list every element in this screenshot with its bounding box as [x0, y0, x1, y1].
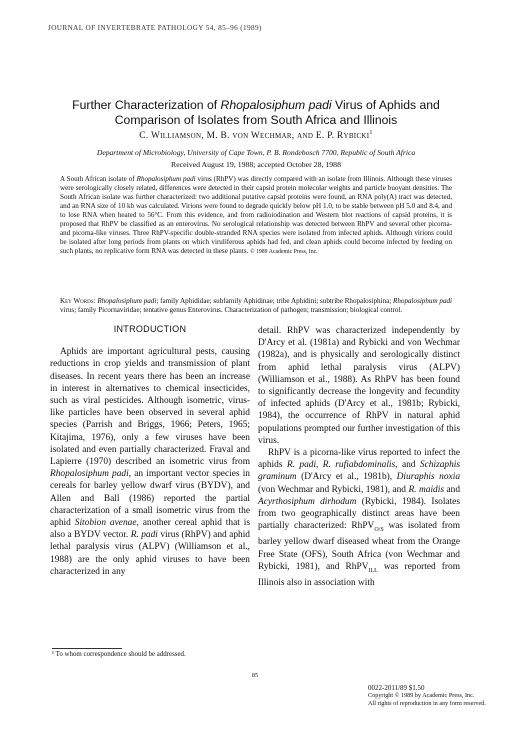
right-species-5: Acyrthosiphum dirhodum [258, 496, 357, 507]
intro-species-2: Sitobion avenae, [74, 518, 139, 529]
keywords-label: Key Words: [60, 297, 96, 305]
page-number: 85 [251, 672, 259, 679]
right-species-1: R. padi, R. rufiabdominalis, [286, 460, 398, 471]
abstract-species: Rhopalosiphum padi [136, 175, 196, 183]
right-species-3: Diuraphis noxia [396, 472, 461, 483]
right-subscript-1: O/S [374, 527, 384, 534]
right-text-e: and [446, 484, 461, 495]
rights-line: All rights of reproduction in any form reserved. [368, 699, 486, 707]
right-paragraph-1: detail. RhPV was characterized independently by D'Arcy et al. (1981a) and Rybicki and von Wechmar (1982a), and is physically and serologically distinct from aphid lethal paralysis virus (ALPV) (Williamson et al., 1988). As RhPV has been found to significantly decrease the longevity and fecundity of infected aphids (D'Arcy et al., 1981b; Rybicki, 1984), the occurrence of RhPV in natural aphid populations prompted our further investigation of this virus. [258, 326, 460, 446]
right-text-d: (von Wechmar and Rybicki, 1981), and [258, 484, 406, 495]
abstract-text-2: virus (RhPV) was directly compared with an isolate from Illinois. Although these viruses were serologically closely related, differences were detected in their capsid protein molecular weights and particle buoyant densities. The South African isolate was further characterized: two additional putative capsid proteins were found, an RNA poly(A) tract was detected, and an RNA size of 10 kb was calculated. Virions were found to degrade quickly below pH 1.0, to be stable between pH 5.0 and 8.4, and to lose RNA when heated to 56°C. From this evidence, and from radioiodination and Western blot reactions of capsid proteins, it is proposed that RhPV be classified as an enterovirus. No serological relationship was detected between RhPV and several other picorna- and picorna-like viruses. Three RhPV-specific double-stranded RNA species were isolated from infected aphids. Although virions could be isolated after long periods from plants on which viruliferous aphids had fed, and clean aphids could become infected by feeding on such plants, no replicative form RNA was detected in these plants. [60, 175, 452, 256]
left-column [50, 323, 250, 578]
copyright-block [368, 685, 488, 707]
right-text-a: RhPV is a picorna-like virus reported to infect the aphids [258, 448, 460, 471]
author-1: C. Williamson, [139, 131, 204, 142]
keywords-text-1: ; family Aphididae; subfamily Aphidinae; tribe Aphidini; subtribe Rhopalosiphina; [156, 297, 392, 305]
received-date: Received August 19, 1988; accepted October 28, 1988 [171, 160, 341, 169]
right-subscript-2: ILL [368, 567, 378, 574]
right-column [258, 325, 460, 589]
intro-text-1: Aphids are important agricultural pests, causing reductions in crop yields and transmission of plant diseases. In recent years there has been an increase in interest in alternatives to chemical insecticides, such as viral pesticides. Although isometric, virus-like particles have been observed in several aphid species (Parrish and Briggs, 1966; Peters, 1965; Kitajima, 1976), only a few viruses have been isolated and even partially characterized. Fraval and Lapierre (1970) described an isometric virus from [50, 347, 250, 468]
keywords-species-1: Rhopalosiphum padi [97, 297, 157, 305]
right-text-f: (Rybicki, 1984). Isolates from two geographically distinct areas have been partially characterized: RhPV [258, 496, 460, 532]
copyright-line: Copyright © 1989 by Academic Press, Inc. [368, 692, 475, 700]
introduction-heading: INTRODUCTION [113, 324, 187, 334]
author-3: E. P. Rybicki [315, 131, 370, 142]
keywords-text-2: virus; family Picornaviridae; tentative genus Enterovirus. Characterization of pathogen; transmission; biological control. [60, 306, 403, 315]
article-title [40, 98, 472, 128]
author-list [40, 130, 472, 141]
keywords-species-2: Rhopalosiphum padi [393, 297, 453, 305]
footnote: ¹ To whom correspondence should be addressed. [52, 651, 186, 658]
abstract-copyright: © 1989 Academic Press, Inc. [250, 249, 318, 256]
author-footnote-mark: 1 [369, 130, 373, 136]
intro-species-3: R. padi [130, 530, 158, 541]
author-conjunction: and [297, 131, 314, 142]
title-italic-species: Rhopalosiphum padi [220, 98, 332, 112]
intro-species-1: Rhopalosiphum padi, [50, 469, 132, 480]
intro-text-2: an important vector species in cereals for barley yellow dwarf virus (BYDV), and Allen and Ball (1986) reported the partial characterization of a small isometric virus from the aphid [50, 469, 250, 529]
issn-price: 0022-2011/89 $1.50 [368, 684, 425, 692]
title-prefix: Further Characterization of [72, 98, 218, 112]
intro-text-4: virus (RhPV) and aphid lethal paralysis virus (ALPV) (Williamson et al., 1988) are the only aphid viruses to have been characterized in any [50, 530, 250, 577]
right-text-c: (D'Arcy et al., 1981b), [301, 472, 393, 483]
affiliation: Department of Microbiology, University of Cape Town, P. B. Rondebosch 7700, Republic of South Africa [96, 148, 416, 157]
abstract [60, 175, 452, 257]
right-text-b: and [401, 460, 416, 471]
right-text-g: was isolated from barley yellow dwarf diseased wheat from the Orange Free State (OFS), South Africa (von Wechmar and Rybicki, 1981), and RhPV [258, 521, 460, 572]
right-species-4: R. maidis [408, 484, 444, 495]
intro-text-3: another cereal aphid that is also a BYDV vector. [50, 518, 251, 541]
title-line1-end: Virus of Aphids and [335, 98, 440, 112]
title-line2: Comparison of Isolates from South Africa and Illinois [114, 113, 398, 127]
right-text-h: was reported from Illinois also in association with [258, 561, 460, 588]
right-paragraph-2 [258, 447, 460, 589]
abstract-text-1: A South African isolate of [60, 175, 135, 183]
intro-paragraph-1 [50, 346, 250, 578]
author-2: M. B. von Wechmar, [206, 131, 295, 142]
right-species-2: Schizaphis graminum [258, 460, 461, 483]
journal-header: JOURNAL OF INVERTEBRATE PATHOLOGY 54, 85–96 (1989) [48, 24, 262, 32]
footnote-rule [52, 648, 122, 649]
keywords [60, 297, 452, 315]
